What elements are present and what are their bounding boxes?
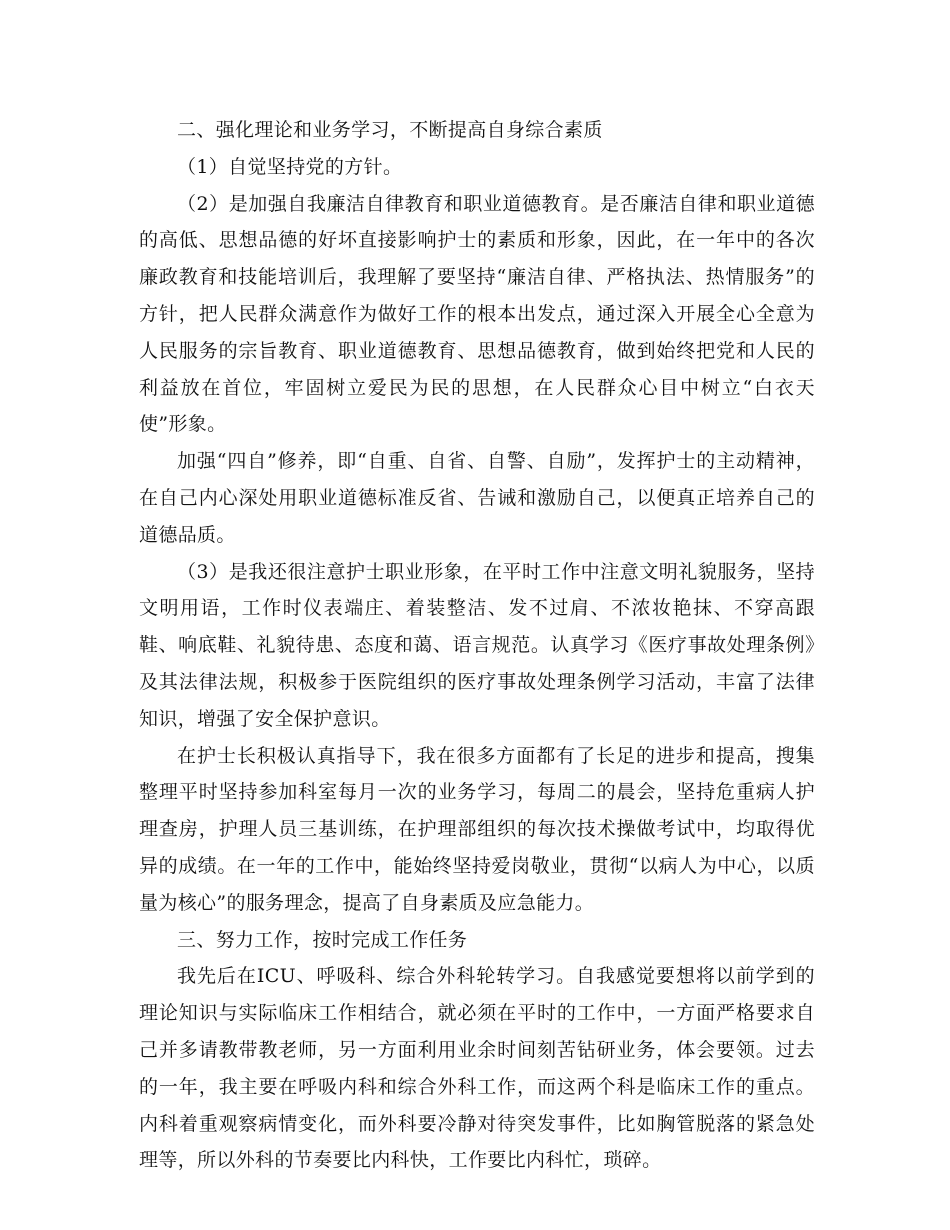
four-self-paragraph: 加强“四自”修养，即“自重、自省、自警、自励”，发挥护士的主动精神，在自己内心深处用职业道德标准反省、告诫和激励自己，以便真正培养自己的道德品质。: [139, 450, 815, 546]
document-body: [139, 112, 815, 1179]
section-heading-3: 三、努力工作，按时完成工作任务: [177, 928, 468, 951]
item-2-paragraph: （2）是加强自我廉洁自律教育和职业道德教育。是否廉洁自律和职业道德的高低、思想品德的好坏直接影响护士的素质和形象，因此，在一年中的各次廉政教育和技能培训后，我理解了要坚持“廉洁自律、严格执法、热情服务”的方针，把人民群众满意作为做好工作的根本出发点，通过深入开展全心全意为人民服务的宗旨教育、职业道德教育、思想品德教育，做到始终把党和人民的利益放在首位，牢固树立爱民为民的思想，在人民群众心目中树立“白衣天使”形象。: [139, 192, 815, 436]
guidance-paragraph: 在护士长积极认真指导下，我在很多方面都有了长足的进步和提高，搜集整理平时坚持参加科室每月一次的业务学习，每周二的晨会，坚持危重病人护理查房，护理人员三基训练，在护理部组织的每次技术操做考试中，均取得优异的成绩。在一年的工作中，能始终坚持爱岗敬业，贯彻“以病人为中心，以质量为核心”的服务理念，提高了自身素质及应急能力。: [139, 744, 815, 914]
rotation-paragraph: 我先后在ICU、呼吸科、综合外科轮转学习。自我感觉要想将以前学到的理论知识与实际临床工作相结合，就必须在平时的工作中，一方面严格要求自己并多请教带教老师，另一方面利用业余时间刻苦钻研业务，体会要领。过去的一年，我主要在呼吸内科和综合外科工作，而这两个科是临床工作的重点。内科着重观察病情变化，而外科要冷静对待突发事件，比如胸管脱落的紧急处理等，所以外科的节奏要比内科快，工作要比内科忙，琐碎。: [139, 965, 815, 1172]
section-heading-2: 二、强化理论和业务学习，不断提高自身综合素质: [177, 119, 603, 141]
item-3-paragraph: （3）是我还很注意护士职业形象，在平时工作中注意文明礼貌服务，坚持文明用语，工作时仪表端庄、着装整洁、发不过肩、不浓妆艳抹、不穿高跟鞋、响底鞋、礼貌待患、态度和蔼、语言规范。认真学习《医疗事故处理条例》及其法律法规，积极参于医院组织的医疗事故处理条例学习活动，丰富了法律知识，增强了安全保护意识。: [139, 560, 815, 730]
item-1: （1）自觉坚持党的方针。: [177, 155, 403, 178]
